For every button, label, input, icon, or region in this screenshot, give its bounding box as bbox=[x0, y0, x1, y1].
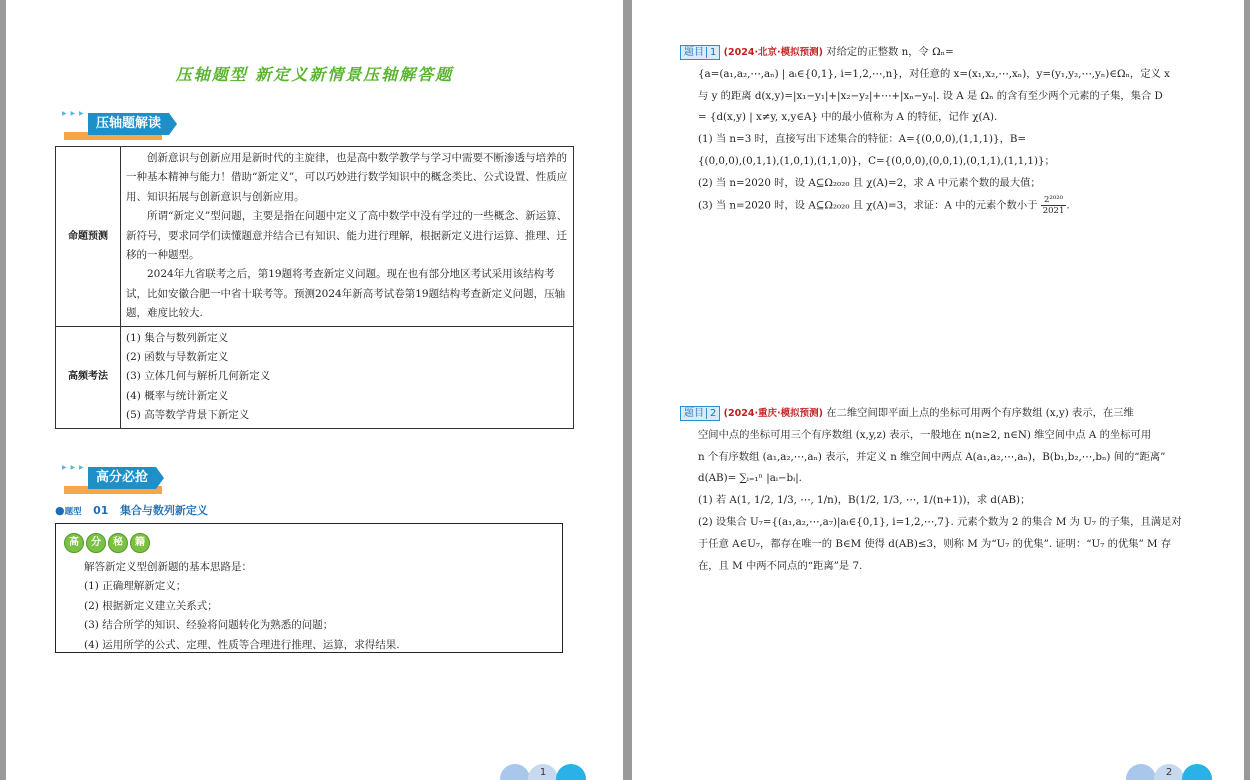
problem-text: {(0,0,0),(0,1,1),(1,0,1),(1,1,0)}，C={(0,0,0),(0,0,1),(0,1,1),(1,1,1)}； bbox=[698, 154, 1055, 167]
type-number: 01 bbox=[93, 504, 109, 517]
arrow-dots-icon: ▶ ▶ ▶ bbox=[62, 464, 85, 471]
section-header-analysis bbox=[62, 108, 202, 142]
table-row bbox=[56, 147, 574, 327]
table-row bbox=[56, 326, 574, 428]
list-item: (5) 高等数学背景下新定义 bbox=[126, 409, 250, 422]
list-item: (3) 立体几何与解析几何新定义 bbox=[126, 370, 271, 383]
problem-text: d(AB)= ∑ᵢ₌₁ⁿ |aᵢ−bᵢ|. bbox=[698, 472, 802, 485]
problem-2 bbox=[680, 403, 1200, 577]
row-content bbox=[121, 147, 574, 327]
problem-text: (2) 设集合 U₇={(a₁,a₂,⋯,a₇)|aᵢ∈{0,1}, i=1,2,⋯,7}. 元素个数为 2 的集合 M 为 U₇ 的子集，且满足对 bbox=[698, 515, 1182, 528]
page-number-badge bbox=[500, 764, 588, 780]
list-item: (2) 函数与导数新定义 bbox=[126, 351, 229, 364]
problem-text: n 个有序数组 (a₁,a₂,⋯,aₙ) 表示，并定义 n 维空间中两点 A(a₁,a₂,⋯,aₙ)，B(b₁,b₂,⋯,bₙ) 间的“距离” bbox=[698, 450, 1166, 463]
problem-text: (3) 当 n=2020 时，设 A⊆Ω₂₀₂₀ 且 χ(A)=3，求证：A 中的元素个数小于 $\frac{\text{2²⁰²⁰}}{2021}$ . bbox=[698, 194, 1070, 216]
page-number: 2 bbox=[1154, 764, 1184, 780]
problem-badge: 题目 1 bbox=[680, 45, 720, 60]
list-item: (1) 集合与数列新定义 bbox=[126, 331, 229, 344]
section-label: 高分必抢 bbox=[88, 467, 156, 489]
row-content bbox=[121, 326, 574, 428]
badge-circle: 籍 bbox=[130, 533, 150, 553]
paragraph: 2024年九省联考之后，第19题将考查新定义问题。现在也有部分地区考试采用该结构考试，比如安徽合肥一中省十联考等。预测2024年新高考试卷第19题结构考查新定义问题，压轴题，难度比较大. bbox=[126, 268, 566, 320]
badge-circle: 分 bbox=[86, 533, 106, 553]
problem-text: 在二维空间即平面上点的坐标可用两个有序数组 (x,y) 表示，在三维 bbox=[826, 407, 1134, 419]
problem-text: {a=(a₁,a₂,⋯,aₙ) | aᵢ∈{0,1}, i=1,2,⋯,n}，对任意的 x=(x₁,x₂,⋯,xₙ)，y=(y₁,y₂,⋯,yₙ)∈Ωₙ，定义 x bbox=[698, 67, 1170, 80]
problem-text: (1) 当 n=3 时，直接写出下述集合的特征：A={(0,0,0),(1,1,1)}，B= bbox=[698, 133, 1027, 146]
page-number-badge bbox=[1126, 764, 1214, 780]
tips-badge bbox=[64, 530, 152, 553]
row-label: 高频考法 bbox=[56, 326, 121, 428]
document-title: 压轴题型 新定义新情景压轴解答题 bbox=[175, 65, 454, 84]
problem-text: 空间中点的坐标可用三个有序数组 (x,y,z) 表示，一般地在 n(n≥2, n∈N) 维空间中点 A 的坐标可用 bbox=[698, 428, 1152, 441]
paragraph: 所谓“新定义”型问题，主要是指在问题中定义了高中数学中没有学过的一些概念、新运算、新符号，要求同学们读懂题意并结合已有知识、能力进行理解，根据新定义进行运算、推理、迁移的一种题型。 bbox=[126, 210, 568, 262]
fraction: $\frac{\text{2²⁰²⁰}}{2021}$ bbox=[1042, 194, 1065, 216]
section-label: 压轴题解读 bbox=[88, 113, 169, 135]
badge-circle: 高 bbox=[64, 533, 84, 553]
problem-text: = {d(x,y) | x≠y, x,y∈A} 中的最小值称为 A 的特征，记作 χ(A). bbox=[698, 111, 998, 124]
problem-badge: 题目 2 bbox=[680, 406, 720, 421]
problem-text: 在，且 M 中两不同点的“距离”是 7. bbox=[698, 559, 863, 572]
arrow-dots-icon: ▶ ▶ ▶ bbox=[62, 110, 85, 117]
problem-text: 于任意 A∈U₇，都存在唯一的 B∈M 使得 d(AB)≤3，则称 M 为“U₇ 的优集”. 证明：“U₇ 的优集” M 存 bbox=[698, 537, 1172, 550]
problem-source: (2024·北京·模拟预测) bbox=[723, 47, 823, 58]
page-1 bbox=[6, 0, 623, 780]
tips-box bbox=[55, 523, 563, 653]
section-header-score bbox=[62, 462, 202, 496]
page-number: 1 bbox=[528, 764, 558, 780]
badge-circle: 秘 bbox=[108, 533, 128, 553]
info-table bbox=[55, 146, 574, 429]
problem-number: 2 bbox=[706, 408, 716, 419]
type-title: 集合与数列新定义 bbox=[119, 504, 208, 517]
problem-source: (2024·重庆·模拟预测) bbox=[723, 408, 823, 419]
tips-line: (2) 根据新定义建立关系式； bbox=[84, 599, 218, 612]
row-label: 命题预测 bbox=[56, 147, 121, 327]
list-item: (4) 概率与统计新定义 bbox=[126, 389, 229, 402]
problem-number: 1 bbox=[706, 47, 716, 58]
problem-text: (1) 若 A(1, 1/2, 1/3, ⋯, 1/n)，B(1/2, 1/3, ⋯, 1/(n+1))，求 d(AB)； bbox=[698, 494, 1031, 507]
location-pin-icon: ● bbox=[55, 504, 65, 517]
problem-1 bbox=[680, 42, 1200, 217]
question-type-line bbox=[55, 502, 208, 518]
tips-line: (4) 运用所学的公式、定理、性质等合理进行推理、运算，求得结果. bbox=[84, 638, 400, 651]
tips-line: (1) 正确理解新定义； bbox=[84, 580, 187, 593]
type-prefix: 题型 bbox=[64, 507, 82, 517]
problem-text: 对给定的正整数 n，令 Ωₙ= bbox=[826, 46, 954, 58]
tips-line: (3) 结合所学的知识、经验将问题转化为熟悉的问题； bbox=[84, 619, 334, 632]
problem-text: 与 y 的距离 d(x,y)=|x₁−y₁|+|x₂−y₂|+⋯+|xₙ−yₙ|. 设 A 是 Ωₙ 的含有至少两个元素的子集，集合 D bbox=[698, 89, 1163, 102]
page-2 bbox=[632, 0, 1244, 780]
paragraph: 创新意识与创新应用是新时代的主旋律，也是高中数学教学与学习中需要不断渗透与培养的一种基本精神与能力！借助“新定义”，可以巧妙进行数学知识中的概念类比、公式设置、性质应用、知识拓展与创新意识与创新应用。 bbox=[126, 152, 568, 203]
problem-text: (2) 当 n=2020 时，设 A⊆Ω₂₀₂₀ 且 χ(A)=2，求 A 中元素个数的最大值； bbox=[698, 176, 1041, 189]
tips-line: 解答新定义型创新题的基本思路是： bbox=[84, 561, 252, 573]
